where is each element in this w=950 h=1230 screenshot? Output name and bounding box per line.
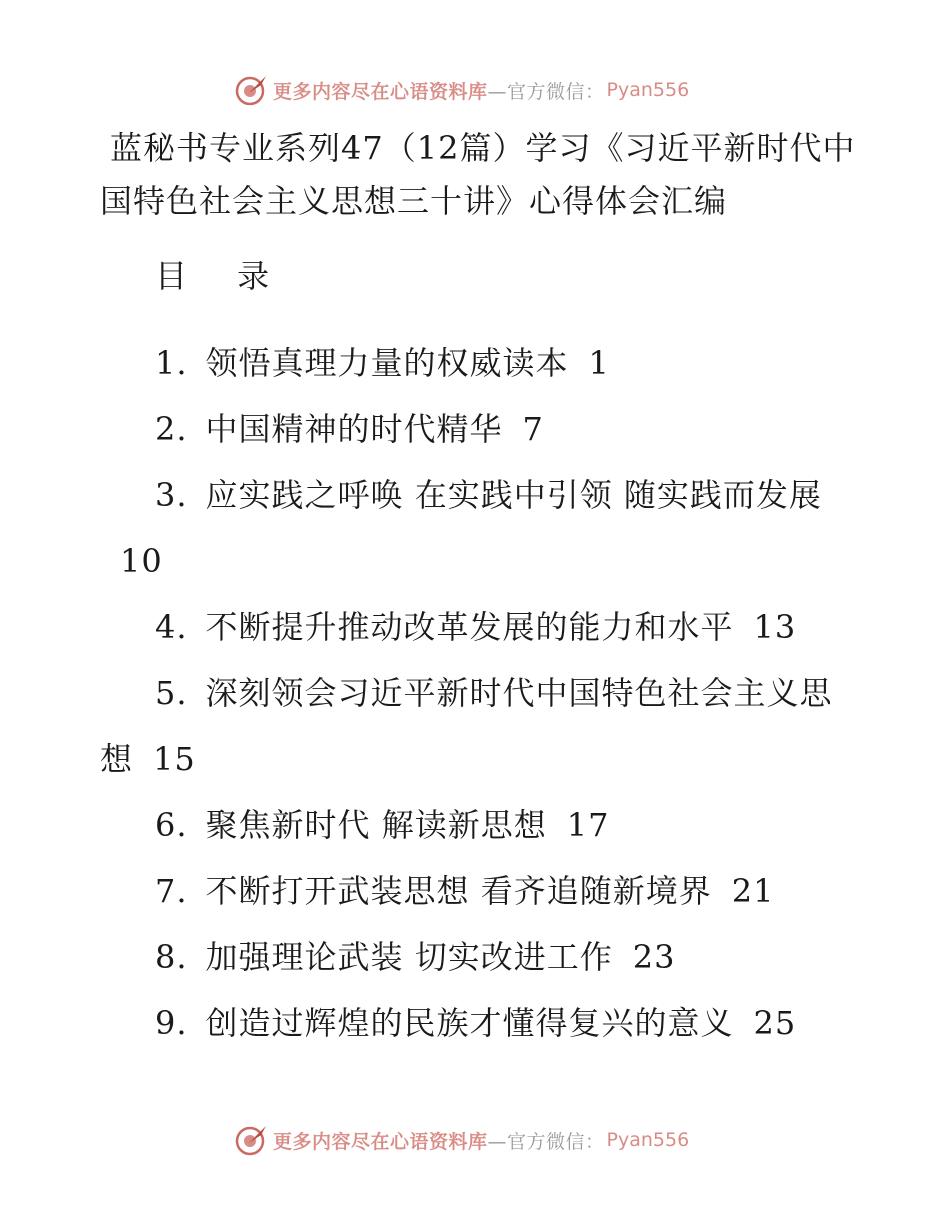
toc-entry — [100, 330, 860, 396]
document-title: 蓝秘书专业系列47（12篇）学习《习近平新时代中国特色社会主义思想三十讲》心得体会汇编 — [100, 129, 856, 220]
toc-entry-page: 25 — [753, 1004, 797, 1042]
watermark-footer — [235, 1122, 689, 1158]
toc-entry-page: 23 — [632, 938, 676, 976]
toc-entry-title: 深刻领会习近平新时代中国特色社会主义思想 — [100, 674, 833, 778]
quill-logo-icon — [235, 73, 269, 107]
quill-logo-icon — [235, 1123, 269, 1157]
toc-entry-number: 1. — [155, 344, 188, 382]
watermark-wechat-id: Pyan556 — [606, 79, 690, 101]
toc-entry — [100, 462, 860, 594]
toc-entry-number: 8. — [155, 938, 188, 976]
toc-entry-title: 中国精神的时代精华 — [205, 410, 503, 448]
toc-entry-number: 2. — [155, 410, 188, 448]
toc-entry — [100, 792, 860, 858]
toc-entry-number: 3. — [155, 476, 188, 514]
toc-entry-number: 4. — [155, 608, 188, 646]
toc-entry — [100, 990, 860, 1056]
toc-entry-title: 不断打开武装思想 看齐追随新境界 — [205, 872, 712, 910]
watermark-sub-text: —官方微信： — [487, 1130, 605, 1153]
toc-entry-title: 领悟真理力量的权威读本 — [205, 344, 569, 382]
watermark-main-text: 更多内容尽在心语资料库 — [273, 1130, 488, 1153]
toc-entry-page: 7 — [522, 410, 544, 448]
watermark-main-text: 更多内容尽在心语资料库 — [273, 80, 488, 103]
toc-entry — [100, 396, 860, 462]
toc-entry-title: 加强理论武装 切实改进工作 — [205, 938, 613, 976]
toc-entry — [100, 858, 860, 924]
toc-entry-title: 应实践之呼唤 在实践中引领 随实践而发展 — [205, 476, 822, 514]
table-of-contents — [100, 330, 860, 1056]
toc-entry-title: 创造过辉煌的民族才懂得复兴的意义 — [205, 1004, 734, 1042]
toc-entry-page: 10 — [120, 542, 163, 580]
toc-entry-page: 21 — [731, 872, 775, 910]
watermark-header — [235, 72, 689, 108]
watermark-wechat-id: Pyan556 — [606, 1129, 690, 1151]
toc-heading: 目 录 — [155, 257, 290, 295]
toc-entry-number: 6. — [155, 806, 188, 844]
toc-entry — [100, 594, 860, 660]
toc-entry-number: 5. — [155, 674, 188, 712]
toc-entry-page: 13 — [753, 608, 797, 646]
toc-entry — [100, 660, 860, 792]
toc-entry-page: 15 — [153, 740, 196, 778]
toc-entry-title: 不断提升推动改革发展的能力和水平 — [205, 608, 734, 646]
toc-entry-title: 聚焦新时代 解读新思想 — [205, 806, 547, 844]
watermark-sub-text: —官方微信： — [487, 80, 605, 103]
toc-entry-number: 7. — [155, 872, 188, 910]
toc-entry-number: 9. — [155, 1004, 188, 1042]
toc-entry — [100, 924, 860, 990]
toc-entry-page: 1 — [588, 344, 610, 382]
toc-entry-page: 17 — [566, 806, 610, 844]
